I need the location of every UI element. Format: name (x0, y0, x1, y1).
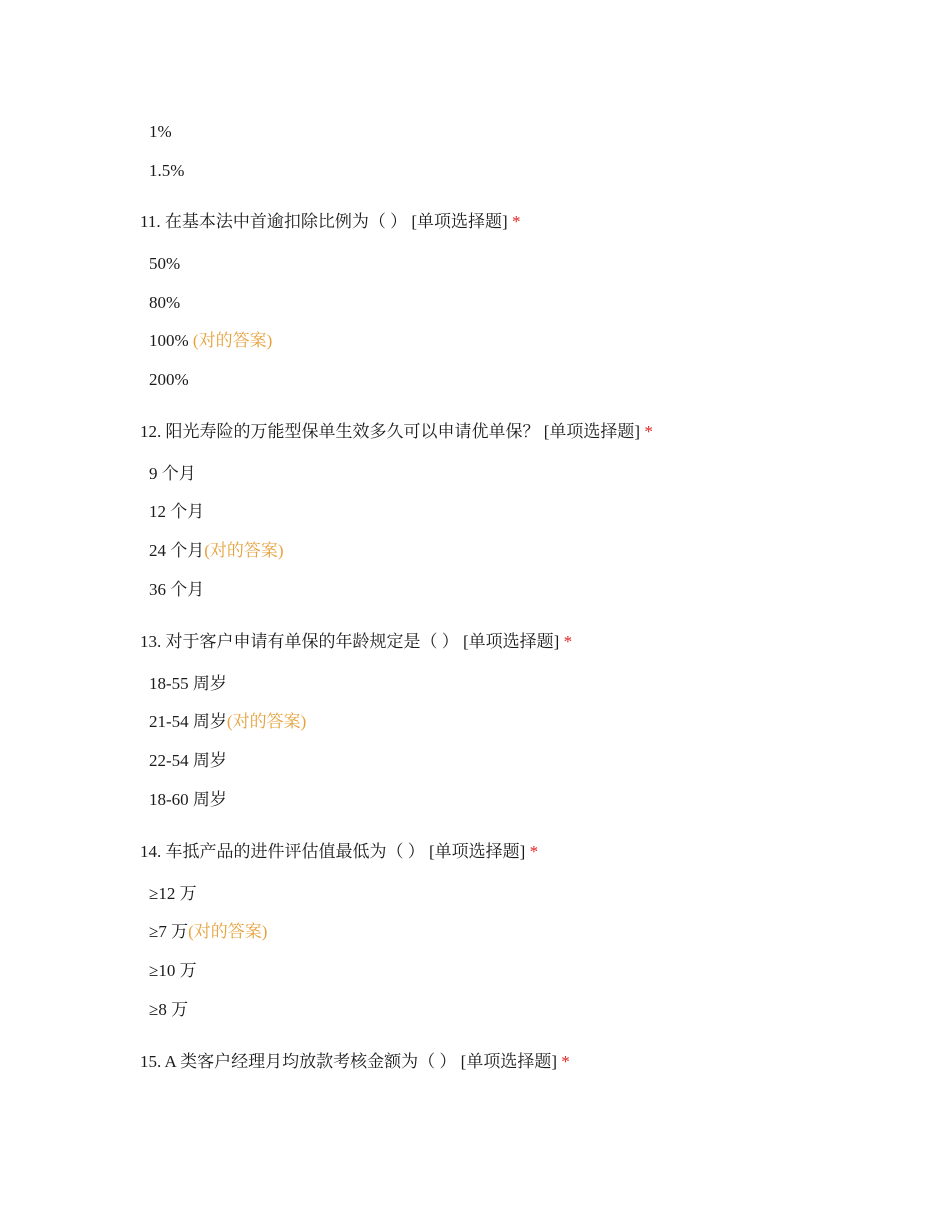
option[interactable] (149, 293, 180, 313)
option[interactable] (149, 254, 180, 274)
question-text: 15. A 类客户经理月均放款考核金额为（ ） (140, 1052, 457, 1071)
option[interactable] (149, 580, 204, 600)
option-text: 50% (149, 254, 181, 273)
required-marker: * (563, 632, 573, 651)
question-title (140, 1052, 570, 1072)
option-text: 100% (149, 331, 193, 350)
option-text: 24 个月 (149, 541, 205, 560)
question-text: 14. 车抵产品的进件评估值最低为（ ） (140, 842, 425, 861)
correct-answer-tag: (对的答案) (188, 922, 268, 941)
question-title (140, 212, 520, 232)
option-text: 12 个月 (149, 502, 205, 521)
question-type: [单项选择题] (429, 842, 526, 861)
correct-answer-tag: (对的答案) (204, 541, 284, 560)
option-text: ≥10 万 (149, 961, 197, 980)
question-type: [单项选择题] (543, 422, 641, 441)
required-marker: * (561, 1052, 570, 1071)
option[interactable] (149, 790, 227, 810)
question-title (140, 842, 538, 862)
option-text: 21-54 周岁 (149, 712, 227, 731)
required-marker: * (644, 422, 653, 441)
option[interactable] (149, 961, 197, 981)
correct-answer-tag: (对的答案) (226, 712, 307, 731)
option[interactable] (149, 712, 306, 732)
option[interactable] (149, 464, 196, 484)
option[interactable] (149, 884, 197, 904)
option[interactable] (149, 541, 284, 561)
question-text: 12. 阳光寿险的万能型保单生效多久可以申请优单保？ (140, 422, 540, 441)
option-text: 18-55 周岁 (149, 674, 227, 693)
option-text: 9 个月 (149, 464, 196, 483)
correct-answer-tag: (对的答案) (192, 331, 273, 350)
required-marker: * (529, 842, 539, 861)
question-text: 11. 在基本法中首逾扣除比例为（ ） (140, 212, 408, 231)
option-text: ≥12 万 (149, 884, 197, 903)
option-text: 200% (149, 370, 189, 389)
option-text: 22-54 周岁 (149, 751, 227, 770)
option[interactable] (149, 922, 267, 942)
option[interactable] (149, 161, 184, 181)
option[interactable] (149, 502, 204, 522)
option-text: ≥7 万 (149, 922, 189, 941)
option-text: 80% (149, 293, 181, 312)
option[interactable] (149, 122, 172, 142)
question-text: 13. 对于客户申请有单保的年龄规定是（ ） (140, 632, 459, 651)
question-type: [单项选择题] (411, 212, 508, 231)
option[interactable] (149, 751, 227, 771)
option-text: 18-60 周岁 (149, 790, 227, 809)
question-type: [单项选择题] (463, 632, 560, 651)
option[interactable] (149, 370, 189, 390)
question-title (140, 422, 653, 442)
option-text: 1% (149, 122, 172, 141)
required-marker: * (511, 212, 521, 231)
option-text: 1.5% (149, 161, 185, 180)
option[interactable] (149, 331, 272, 351)
option-text: 36 个月 (149, 580, 205, 599)
question-title (140, 632, 572, 652)
option[interactable] (149, 674, 227, 694)
question-type: [单项选择题] (460, 1052, 557, 1071)
option-text: ≥8 万 (149, 1000, 189, 1019)
option[interactable] (149, 1000, 188, 1020)
